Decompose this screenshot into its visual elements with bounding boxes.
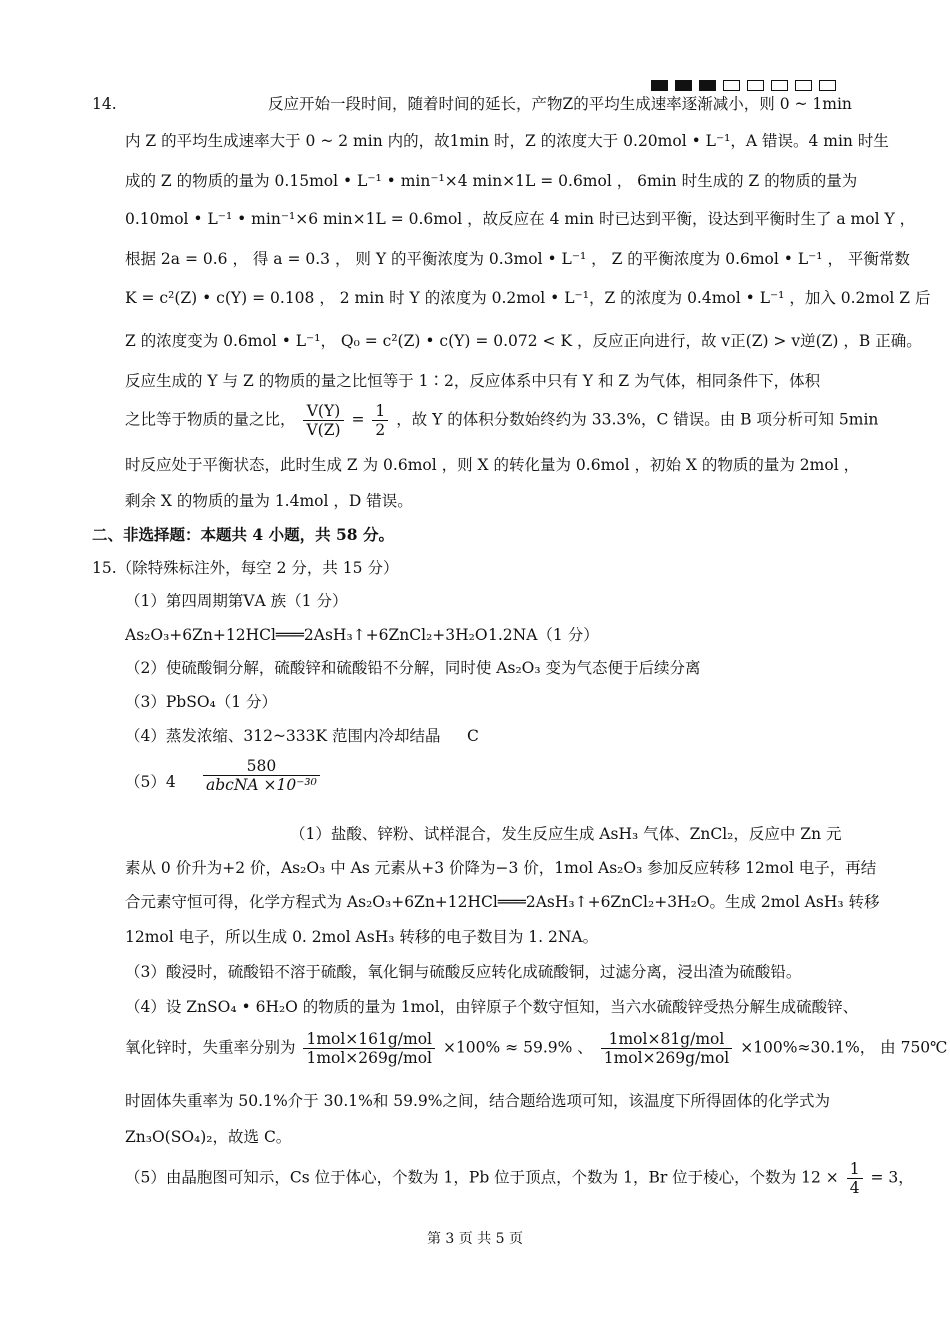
exp-line-7-mid: ×100% ≈ 59.9% 、 <box>442 1038 593 1057</box>
filled-marker <box>651 80 668 91</box>
q15-answer-1-equation: As₂O₃+6Zn+12HCl═══2AsH₃↑+6ZnCl₂+3H₂O <box>125 626 488 644</box>
fraction-numerator: V(Y) <box>303 402 343 421</box>
q14-line-2: 内 Z 的平均生成速率大于 0 ~ 2 min 内的，故1min 时，Z 的浓度大于 0.20mol • L⁻¹，A 错误。4 min 时生 <box>125 132 889 150</box>
q14-line-1: 反应开始一段时间，随着时间的延长，产物Z的平均生成速率逐渐减小，则 0 ~ 1min <box>268 95 852 113</box>
q14-line-4: 0.10mol • L⁻¹ • min⁻¹×6 min×1L = 0.6mol ，故反应在 4 min 时已达到平衡，设达到平衡时生了 a mol Y ， <box>125 210 916 228</box>
exp-line-4: 12mol 电子，所以生成 0. 2mol AsH₃ 转移的电子数目为 1. 2NA。 <box>125 928 599 946</box>
mass-loss-fraction-1 <box>303 1030 435 1067</box>
q14-line-9 <box>125 402 878 439</box>
q15-answer-2: （2）使硫酸铜分解，硫酸锌和硫酸铅不分解，同时使 As₂O₃ 变为气态便于后续分离 <box>125 659 701 677</box>
exp-line-7-pre: 氧化锌时，失重率分别为 <box>125 1038 296 1057</box>
q14-line-9-post: ，故 Y 的体积分数始终约为 33.3%，C 错误。由 B 项分析可知 5min <box>396 410 879 429</box>
fraction-denominator: 4 <box>849 1179 860 1197</box>
q14-line-7: Z 的浓度变为 0.6mol • L⁻¹， Q₀ = c²(Z) • c(Y) = 0.072 < K ，反应正向进行，故 v正(Z) > v逆(Z) ，B 正确。 <box>125 332 922 350</box>
q14-line-10: 时反应处于平衡状态，此时生成 Z 为 0.6mol ，则 X 的转化量为 0.6mol ，初始 X 的物质的量为 2mol ， <box>125 456 860 474</box>
fraction-numerator: 1mol×81g/mol <box>601 1030 733 1049</box>
filled-marker <box>699 80 716 91</box>
answer-5-fraction <box>203 757 320 794</box>
q14-line-8: 反应生成的 Y 与 Z 的物质的量之比恒等于 1∶2，反应体系中只有 Y 和 Z 为气体，相同条件下，体积 <box>125 372 821 390</box>
exp-line-9: Zn₃O(SO₄)₂，故选 C。 <box>125 1128 292 1146</box>
equals-sign: = <box>351 410 365 429</box>
q15-answer-3: （3）PbSO₄（1 分） <box>125 693 278 711</box>
page-footer: 第 3 页 共 5 页 <box>426 1231 524 1247</box>
q15-header: 15.（除特殊标注外，每空 2 分，共 15 分） <box>92 559 399 577</box>
empty-marker <box>795 80 812 91</box>
fraction-denominator: 1mol×269g/mol <box>306 1049 433 1067</box>
exp-line-1: （1）盐酸、锌粉、试样混合，发生反应生成 AsH₃ 气体、ZnCl₂，反应中 Zn 元 <box>290 825 842 843</box>
exp-line-6: （4）设 ZnSO₄ • 6H₂O 的物质的量为 1mol，由锌原子个数守恒知，当六水硫酸锌受热分解生成硫酸锌、 <box>125 998 859 1016</box>
volume-ratio-fraction <box>303 402 343 439</box>
exp-line-10 <box>125 1160 914 1197</box>
exp-line-2: 素从 0 价升为+2 价，As₂O₃ 中 As 元素从+3 价降为−3 价，1mol As₂O₃ 参加反应转移 12mol 电子，再结 <box>125 859 877 877</box>
empty-marker <box>819 80 836 91</box>
quarter-fraction <box>847 1160 863 1197</box>
exp-line-8: 时固体失重率为 50.1%介于 30.1%和 59.9%之间，结合题给选项可知，该温度下所得固体的化学式为 <box>125 1092 831 1110</box>
exp-line-7 <box>125 1030 948 1067</box>
q15-answer-4-choice: C <box>467 727 479 745</box>
exp-line-3: 合元素守恒可得，化学方程式为 As₂O₃+6Zn+12HCl═══2AsH₃↑+6ZnCl₂+3H₂O。生成 2mol AsH₃ 转移 <box>125 893 880 911</box>
q15-answer-1-value: 1.2NA（1 分） <box>488 626 599 644</box>
q14-number: 14. <box>92 95 117 113</box>
fraction-denominator: abcNA ×10⁻³⁰ <box>206 776 317 794</box>
empty-marker <box>723 80 740 91</box>
fraction-numerator: 1 <box>847 1160 863 1179</box>
fraction-denominator: 1mol×269g/mol <box>603 1049 730 1067</box>
q14-line-5: 根据 2a = 0.6 ， 得 a = 0.3 ， 则 Y 的平衡浓度为 0.3mol • L⁻¹ ， Z 的平衡浓度为 0.6mol • L⁻¹ ， 平衡常数 <box>125 250 910 268</box>
fraction-numerator: 580 <box>203 757 320 776</box>
fraction-denominator: V(Z) <box>306 421 341 439</box>
q14-line-9-pre: 之比等于物质的量之比， <box>125 410 296 429</box>
q15-answer-5-formula <box>200 757 323 794</box>
exp-line-5: （3）酸浸时，硫酸铅不溶于硫酸，氧化铜与硫酸反应转化成硫酸铜，过滤分离，浸出渣为硫酸铅。 <box>125 963 802 981</box>
exp-line-10-pre: （5）由晶胞图可知示，Cs 位于体心，个数为 1，Pb 位于顶点，个数为 1，Br 位于棱心，个数为 12 × <box>125 1168 839 1187</box>
filled-marker <box>675 80 692 91</box>
mass-loss-fraction-2 <box>601 1030 733 1067</box>
fraction-numerator: 1 <box>372 402 388 421</box>
ratio-value-fraction <box>372 402 388 439</box>
empty-marker <box>747 80 764 91</box>
q14-line-3: 成的 Z 的物质的量为 0.15mol • L⁻¹ • min⁻¹×4 min×1L = 0.6mol ， 6min 时生成的 Z 的物质的量为 <box>125 172 858 190</box>
section-2-heading: 二、非选择题：本题共 4 小题，共 58 分。 <box>92 525 394 544</box>
q14-line-6: K = c²(Z) • c(Y) = 0.108 ， 2 min 时 Y 的浓度为 0.2mol • L⁻¹，Z 的浓度为 0.4mol • L⁻¹ ，加入 0.2mol Z 后 <box>125 289 931 307</box>
exp-line-7-post: ×100%≈30.1%， 由 750℃ <box>740 1038 948 1057</box>
q15-answer-5-label: （5）4 <box>125 773 176 791</box>
fraction-numerator: 1mol×161g/mol <box>303 1030 435 1049</box>
q15-answer-1: （1）第四周期第ⅤA 族（1 分） <box>125 592 348 610</box>
empty-marker <box>771 80 788 91</box>
q15-answer-4: （4）蒸发浓缩、312~333K 范围内冷却结晶 <box>125 727 441 745</box>
exp-line-10-post: = 3， <box>870 1168 914 1187</box>
fraction-denominator: 2 <box>375 421 386 439</box>
q14-line-11: 剩余 X 的物质的量为 1.4mol ，D 错误。 <box>125 492 413 510</box>
header-markers <box>651 80 836 91</box>
